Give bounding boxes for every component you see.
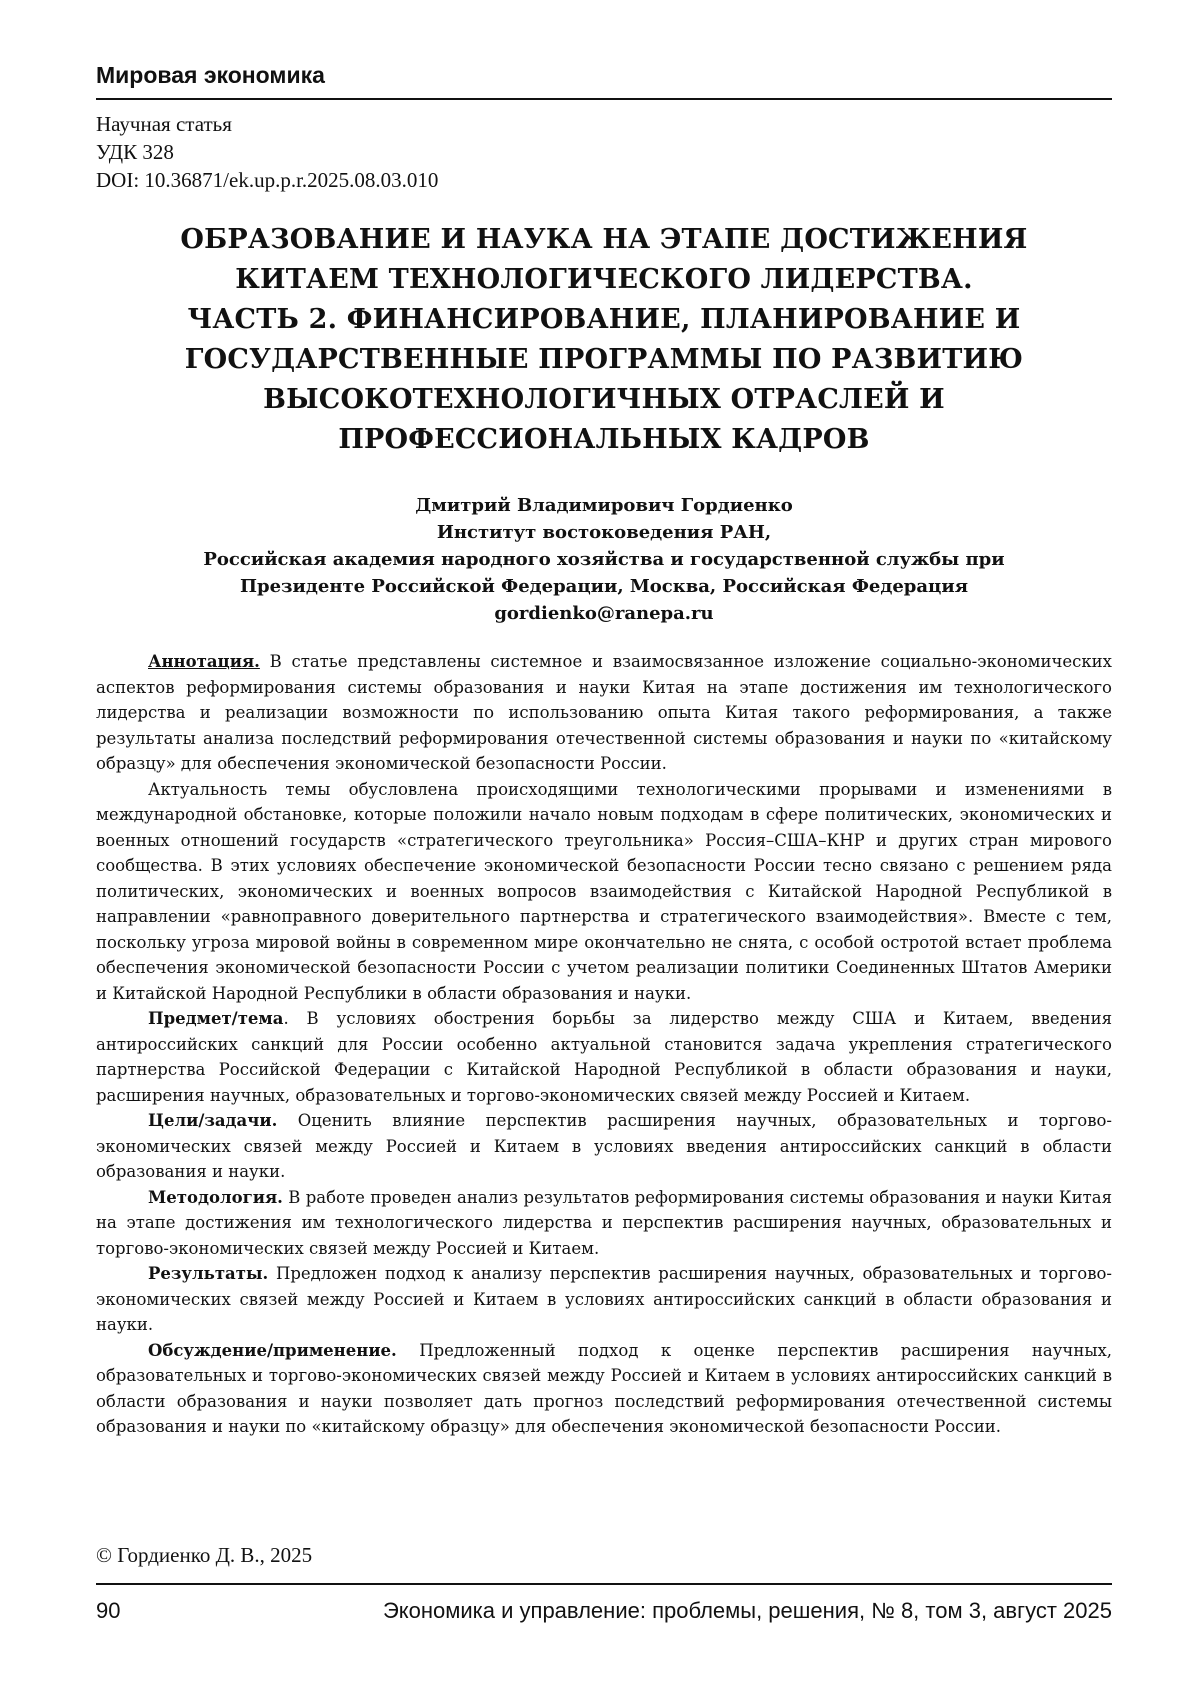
- subject-paragraph: [96, 1006, 1112, 1108]
- copyright-notice: © Гордиенко Д. В., 2025: [96, 1543, 313, 1567]
- journal-info: Экономика и управление: проблемы, решения, № 8, том 3, август 2025: [382, 1598, 1112, 1623]
- annotation-text: В статье представлены системное и взаимосвязанное изложение социально-экономических аспектов реформирования системы образования и науки Китая на этапе достижения им технологического лидерства и реализации возможности по использованию опыта Китая такого реформирования, а также результаты анализа последствий реформирования отечественной системы образования и науки по «китайскому образцу» для обеспечения экономической безопасности России.: [96, 652, 1112, 773]
- article-title: [96, 220, 1112, 460]
- article-page: [96, 60, 1112, 1670]
- goals-text: Оценить влияние перспектив расширения научных, образовательных и торгово-экономических связей между Россией и Китаем в условиях введения антироссийских санкций в области образования и науки.: [96, 1111, 1112, 1181]
- title-line: ПРОФЕССИОНАЛЬНЫХ КАДРОВ: [338, 424, 870, 455]
- author-affiliation: Президенте Российской Федерации, Москва, Российская Федерация: [240, 576, 968, 597]
- results-label: Результаты.: [148, 1264, 269, 1283]
- title-line: ЧАСТЬ 2. ФИНАНСИРОВАНИЕ, ПЛАНИРОВАНИЕ И: [187, 304, 1021, 335]
- discussion-paragraph: [96, 1338, 1112, 1440]
- title-line: ОБРАЗОВАНИЕ И НАУКА НА ЭТАПЕ ДОСТИЖЕНИЯ: [180, 224, 1028, 255]
- subject-label: Предмет/тема: [148, 1009, 284, 1028]
- page-number: 90: [96, 1598, 121, 1623]
- subject-text: . В условиях обострения борьбы за лидерство между США и Китаем, введения антироссийских санкций для России особенно актуальной становится задача укрепления стратегического партнерства Российской Федерации с Китайской Народной Республикой в области образования и науки, расширения научных, образовательных и торгово-экономических связей между Россией и Китаем.: [96, 1009, 1112, 1105]
- udc-code: УДК 328: [96, 140, 174, 164]
- author-affiliation: Российская академия народного хозяйства и государственной службы при: [203, 549, 1005, 570]
- discussion-label: Обсуждение/применение.: [148, 1340, 397, 1360]
- author-name: Дмитрий Владимирович Гордиенко: [415, 495, 793, 516]
- abstract: [96, 649, 1112, 1440]
- author-block: [96, 492, 1112, 627]
- title-line: ГОСУДАРСТВЕННЫЕ ПРОГРАММЫ ПО РАЗВИТИЮ: [184, 344, 1024, 375]
- title-line: КИТАЕМ ТЕХНОЛОГИЧЕСКОГО ЛИДЕРСТВА.: [235, 264, 973, 295]
- goals-paragraph: [96, 1108, 1112, 1185]
- page-footer: [96, 1583, 1112, 1625]
- annotation-paragraph: [96, 649, 1112, 777]
- annotation-label: Аннотация.: [148, 652, 260, 671]
- author-affiliation: Институт востоковедения РАН,: [436, 522, 772, 543]
- author-email: gordienko@ranepa.ru: [494, 603, 714, 624]
- methodology-label: Методология.: [148, 1187, 283, 1207]
- article-meta: [96, 110, 1112, 194]
- results-text: Предложен подход к анализу перспектив расширения научных, образовательных и торгово-экономических связей между Россией и Китаем в условиях антироссийских санкций в области образования и науки.: [96, 1264, 1112, 1334]
- relevance-paragraph: Актуальность темы обусловлена происходящими технологическими прорывами и изменениями в международной обстановке, которые положили начало новым подходам в сфере политических, экономических и военных отношений государств «стратегического треугольника» Россия–США–КНР и других стран мирового сообщества. В этих условиях обеспечение экономической безопасности России тесно связано с решением ряда политических, экономических и военных вопросов взаимодействия с Китайской Народной Республикой в направлении «равноправного доверительного партнерства и стратегического взаимодействия». Вместе с тем, поскольку угроза мировой войны в современном мире окончательно не снята, с особой остротой встает проблема обеспечения экономической безопасности России с учетом реализации политики Соединенных Штатов Америки и Китайской Народной Республики в области образования и науки.: [96, 779, 1112, 1003]
- discussion-text: Предложенный подход к оценке перспектив расширения научных, образовательных и торгово-экономических связей между Россией и Китаем в условиях антироссийских санкций в области образования и науки позволяет дать прогноз последствий реформирования отечественной системы образования и науки по «китайскому образцу» для обеспечения экономической безопасности России.: [96, 1340, 1112, 1436]
- section-header: Мировая экономика: [96, 60, 1112, 100]
- methodology-text: В работе проведен анализ результатов реформирования системы образования и науки Китая на этапе достижения им технологического лидерства и перспектив расширения научных, образовательных и торгово-экономических связей между Россией и Китаем.: [96, 1187, 1112, 1258]
- results-paragraph: [96, 1261, 1112, 1338]
- goals-label: Цели/задачи.: [148, 1111, 278, 1130]
- title-line: ВЫСОКОТЕХНОЛОГИЧНЫХ ОТРАСЛЕЙ И: [263, 384, 945, 415]
- article-type: Научная статья: [96, 112, 232, 136]
- doi: DOI: 10.36871/ek.up.p.r.2025.08.03.010: [96, 168, 439, 192]
- methodology-paragraph: [96, 1185, 1112, 1262]
